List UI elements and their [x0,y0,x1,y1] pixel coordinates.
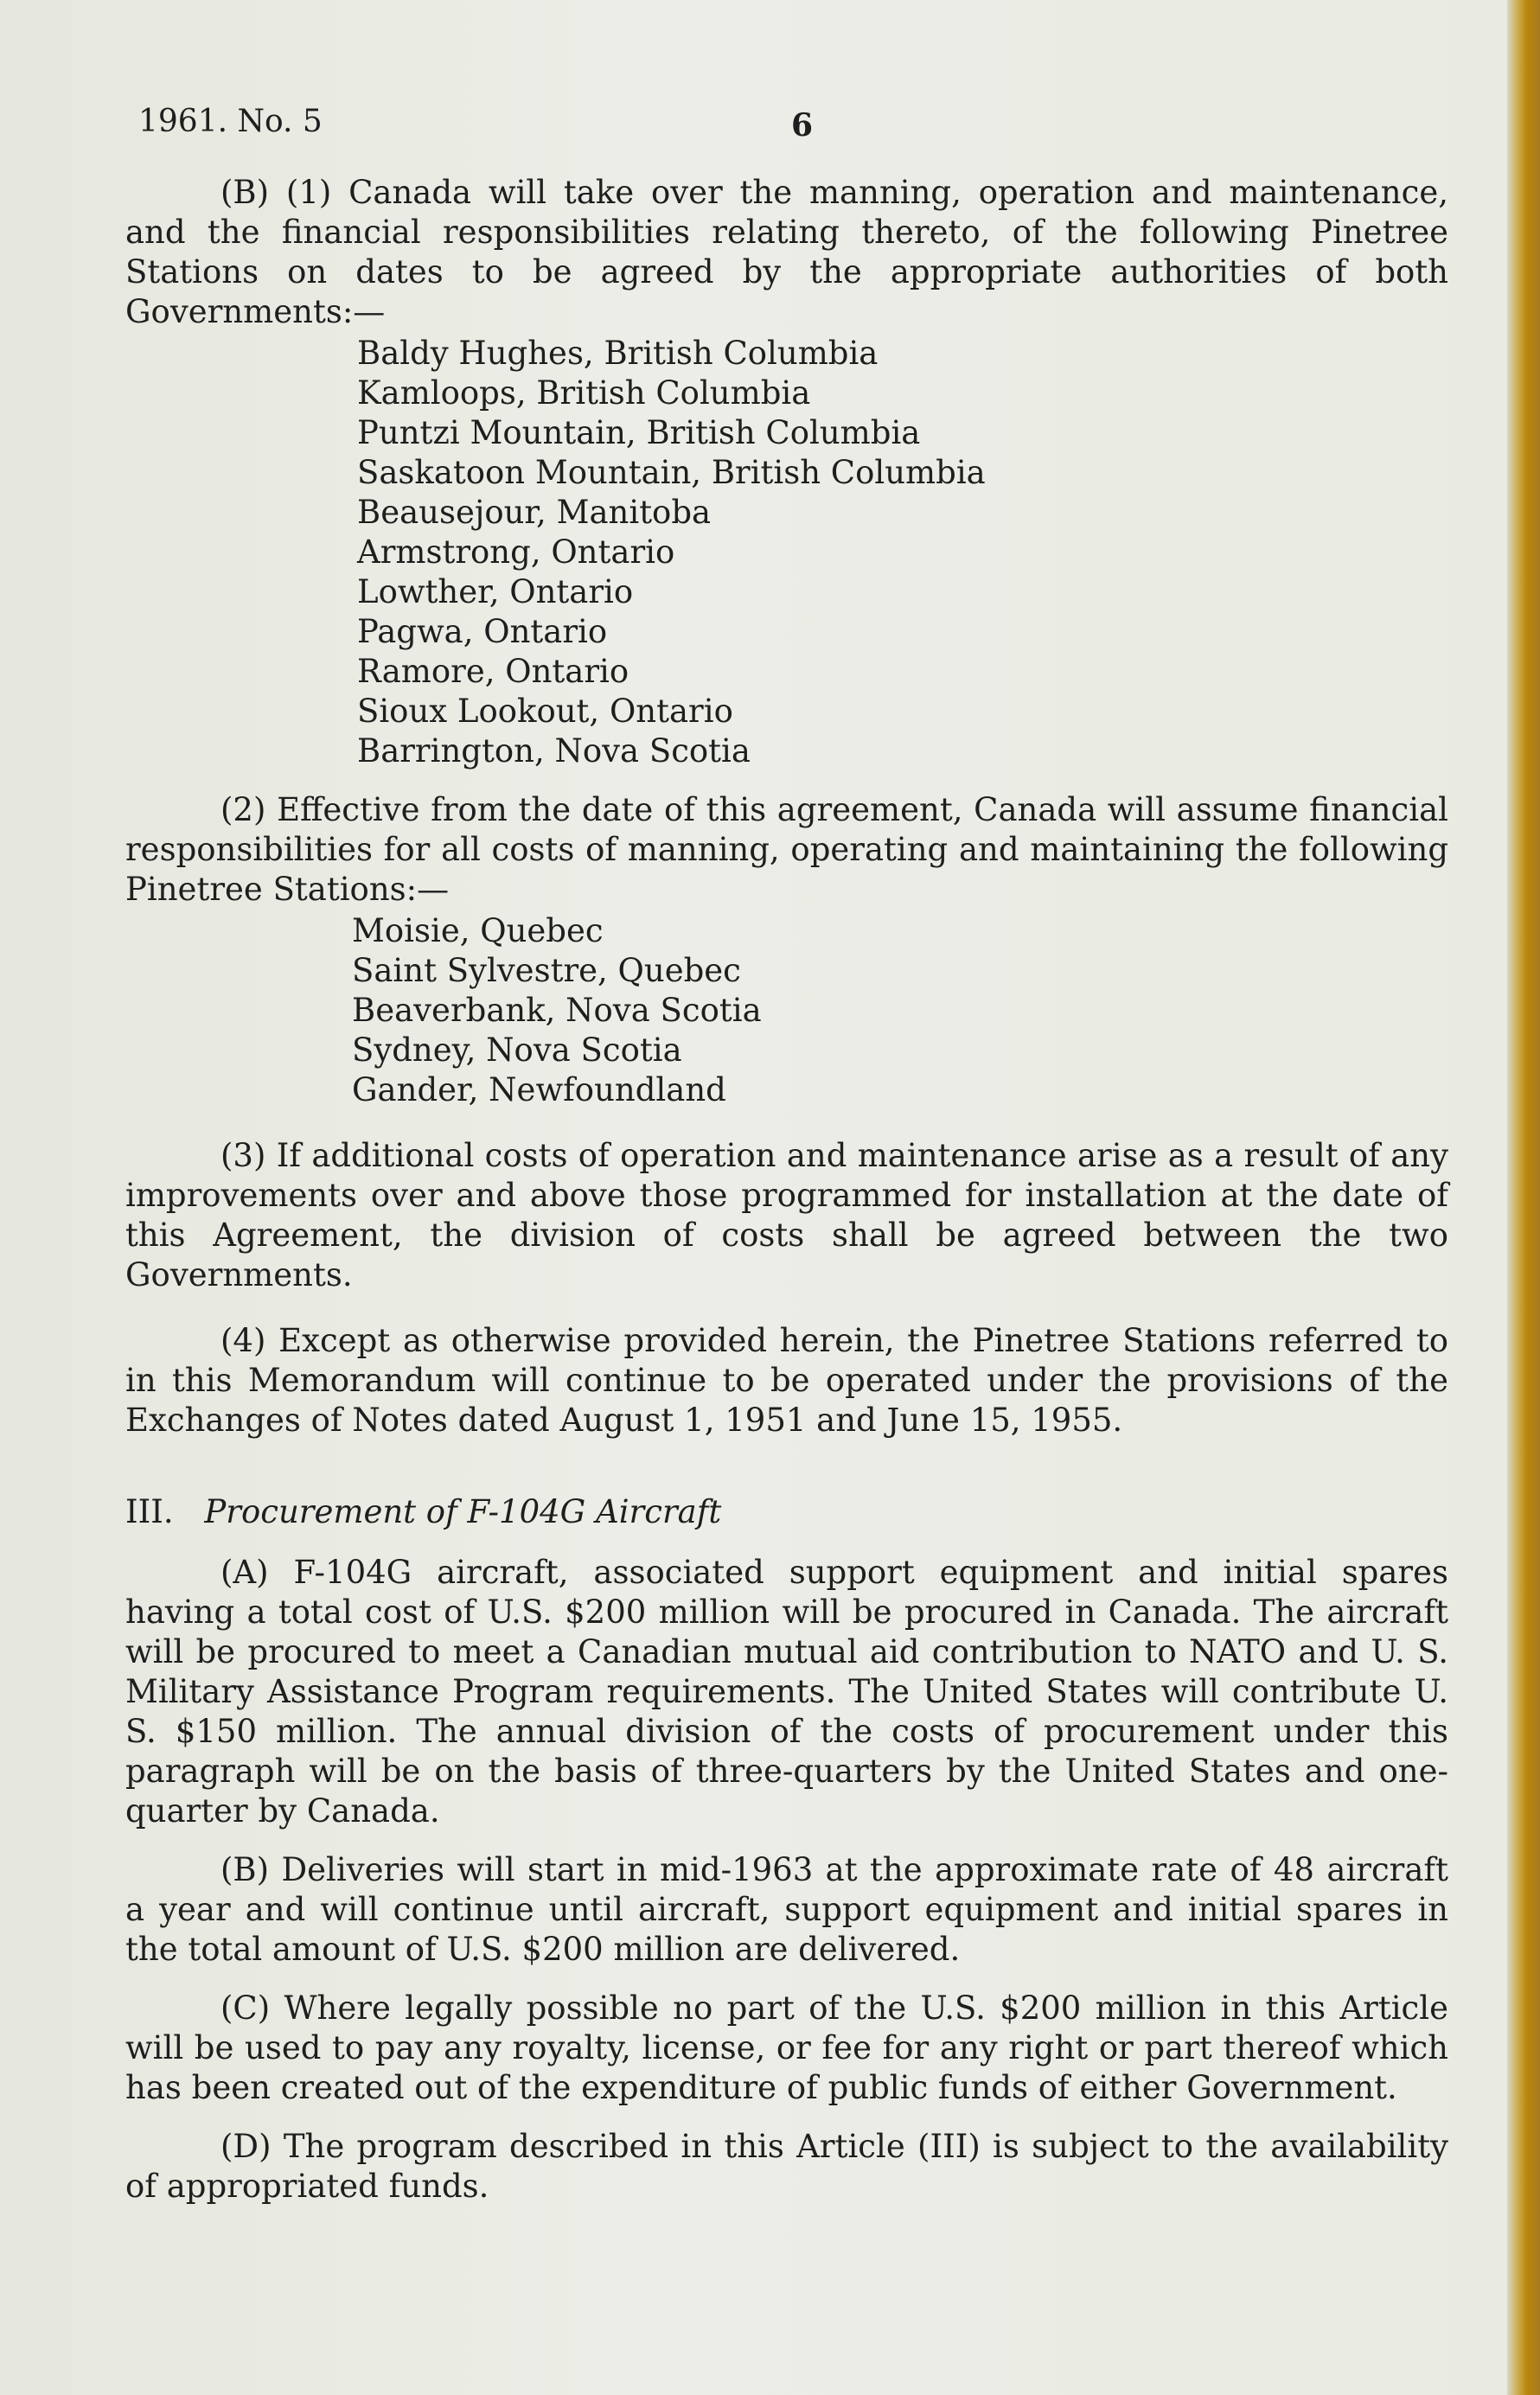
list-item: Gander, Newfoundland [352,1071,726,1108]
list-item: Sioux Lookout, Ontario [357,693,733,730]
list-item: Pagwa, Ontario [357,613,608,650]
list-item: Saint Sylvestre, Quebec [352,952,741,989]
document-body [125,173,1448,2207]
list-item: Armstrong, Ontario [357,533,675,571]
list-item: Lowther, Ontario [357,573,634,610]
paragraph-iii-c: (C) Where legally possible no part of the U.S. $200 million in this Article will be used to pay any royalty, license, or fee for any right or part thereof which has been created out of the expenditure of public funds of either Government. [125,1989,1448,2106]
list-item: Sydney, Nova Scotia [352,1031,682,1069]
list-item: Beaverbank, Nova Scotia [352,992,762,1029]
paragraph-iii-d: (D) The program described in this Article (III) is subject to the availability of appropriated funds. [125,2128,1448,2205]
paragraph-b4: (4) Except as otherwise provided herein, the Pinetree Stations referred to in this Memorandum will continue to be operated under the provisions of the Exchanges of Notes dated August 1, 1951 and June 15, 1955. [125,1322,1448,1439]
paragraph-iii-a: (A) F-104G aircraft, associated support equipment and initial spares having a total cost of U.S. $200 million will be procured in Canada. The aircraft will be procured to meet a Canadian mutual aid contribution to NATO and U. S. Military Assistance Program requirements. The United States will contribute U. S. $150 million. The annual division of the costs of procurement under this paragraph will be on the basis of three-quarters by the United States and one-quarter by Canada. [125,1554,1448,1830]
page-edge [1507,0,1540,2395]
list-item: Moisie, Quebec [352,912,604,949]
list-item: Ramore, Ontario [357,653,629,690]
page-header [138,104,847,147]
page-number: 6 [791,107,814,144]
paragraph-b3: (3) If additional costs of operation and maintenance arise as a result of any improvements over and above those programmed for installation at the date of this Agreement, the division of costs shall be agreed between the two Governments. [125,1137,1448,1293]
paragraph-b2: (2) Effective from the date of this agreement, Canada will assume financial responsibilities for all costs of manning, operating and maintaining the following Pinetree Stations:— [125,791,1448,908]
list-item: Saskatoon Mountain, British Columbia [357,454,986,491]
section-number: III. [125,1493,174,1530]
section-heading [125,1492,1448,1532]
list-item: Beausejour, Manitoba [357,494,712,531]
station-list-b2 [352,911,1448,1110]
publication-reference: 1961. No. 5 [138,104,323,139]
paragraph-iii-b: (B) Deliveries will start in mid-1963 at the approximate rate of 48 aircraft a year and will continue until aircraft, support equipment and initial spares in the total amount of U.S. $200 million are delivered. [125,1851,1448,1968]
list-item: Barrington, Nova Scotia [357,732,751,770]
paragraph-b1: (B) (1) Canada will take over the manning, operation and maintenance, and the financial responsibilities relating thereto, of the following Pinetree Stations on dates to be agreed by the appropriate authorities of both Governments:— [125,174,1448,330]
list-item: Kamloops, British Columbia [357,374,811,412]
station-list-b1 [357,334,1448,771]
list-item: Puntzi Mountain, British Columbia [357,414,921,451]
list-item: Baldy Hughes, British Columbia [357,335,879,372]
section-title: Procurement of F-104G Aircraft [204,1493,722,1530]
